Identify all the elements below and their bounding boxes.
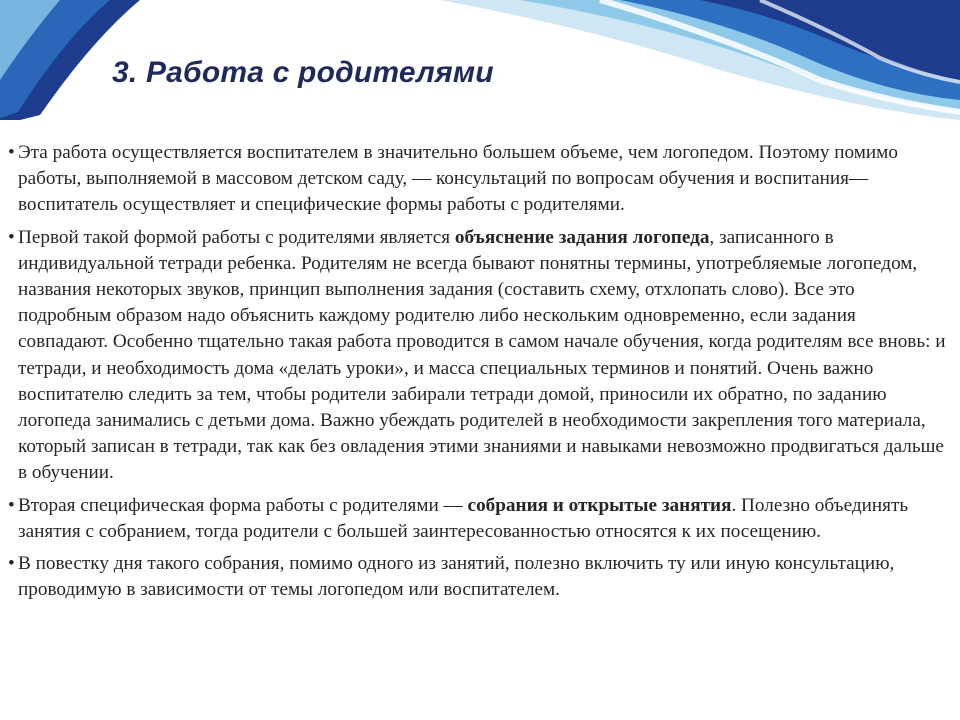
bullet-marker: • [8, 553, 15, 575]
bullet-marker: • [8, 142, 15, 163]
text-segment: В повестку дня такого собрания, помимо одного из занятий, полезно включить ту или иную консультацию, проводимую в зависимости от темы логопедом или воспитателем. [18, 553, 895, 601]
text-segment: Вторая специфическая форма работы с родителями — [18, 494, 468, 516]
text-segment: Первой такой формой работы с родителями является [18, 226, 455, 248]
text-segment: Эта работа осуществляется воспитателем в значительно большем объеме, чем логопедом. Поэтому помимо работы, выполняемой в массовом детском саду, — консультаций по вопросам обучения и воспитания— воспитатель осуществляет и специфические формы работы с родителями. [18, 142, 898, 216]
text-segment: , записанного в индивидуальной тетради ребенка. Родителям не всегда бывают понятны термины, употребляемые логопедом, названия некоторых звуков, принцип выполнения задания (составить схему, отхлопать слово). Все это подробным образом надо объяснить каждому родителю либо нескольким одновременно, если задания совпадают. Особенно тщательно такая работа проводится в самом начале обучения, когда родителям все вновь: и тетради, и необходимость дома «делать уроки», и масса специальных терминов и понятий. Очень важно воспитателю следить за тем, чтобы родители забирали тетради домой, приносили их обратно, по заданию логопеда занимались с детьми дома. Важно убеждать родителей в необходимости закрепления того материала, который записан в тетради, так как без овладения этими знаниями и навыками невозможно продвигаться дальше в обучении. [18, 226, 946, 484]
bullet-paragraph [6, 493, 950, 545]
bullet-paragraph [6, 225, 950, 487]
bold-text-segment: собрания и открытые занятия [467, 494, 732, 516]
slide-body [6, 140, 950, 609]
bold-text-segment: объяснение задания логопеда [454, 226, 710, 248]
text-segment: . Полезно объединять занятия с собранием, тогда родители с большей заинтересованностью относятся к их посещению. [18, 494, 909, 542]
slide-title: 3. Работа с родителями [112, 56, 494, 89]
bullet-marker: • [8, 494, 15, 516]
bullet-marker: • [8, 226, 15, 248]
bullet-paragraph [6, 140, 950, 219]
bullet-paragraph [6, 551, 950, 603]
